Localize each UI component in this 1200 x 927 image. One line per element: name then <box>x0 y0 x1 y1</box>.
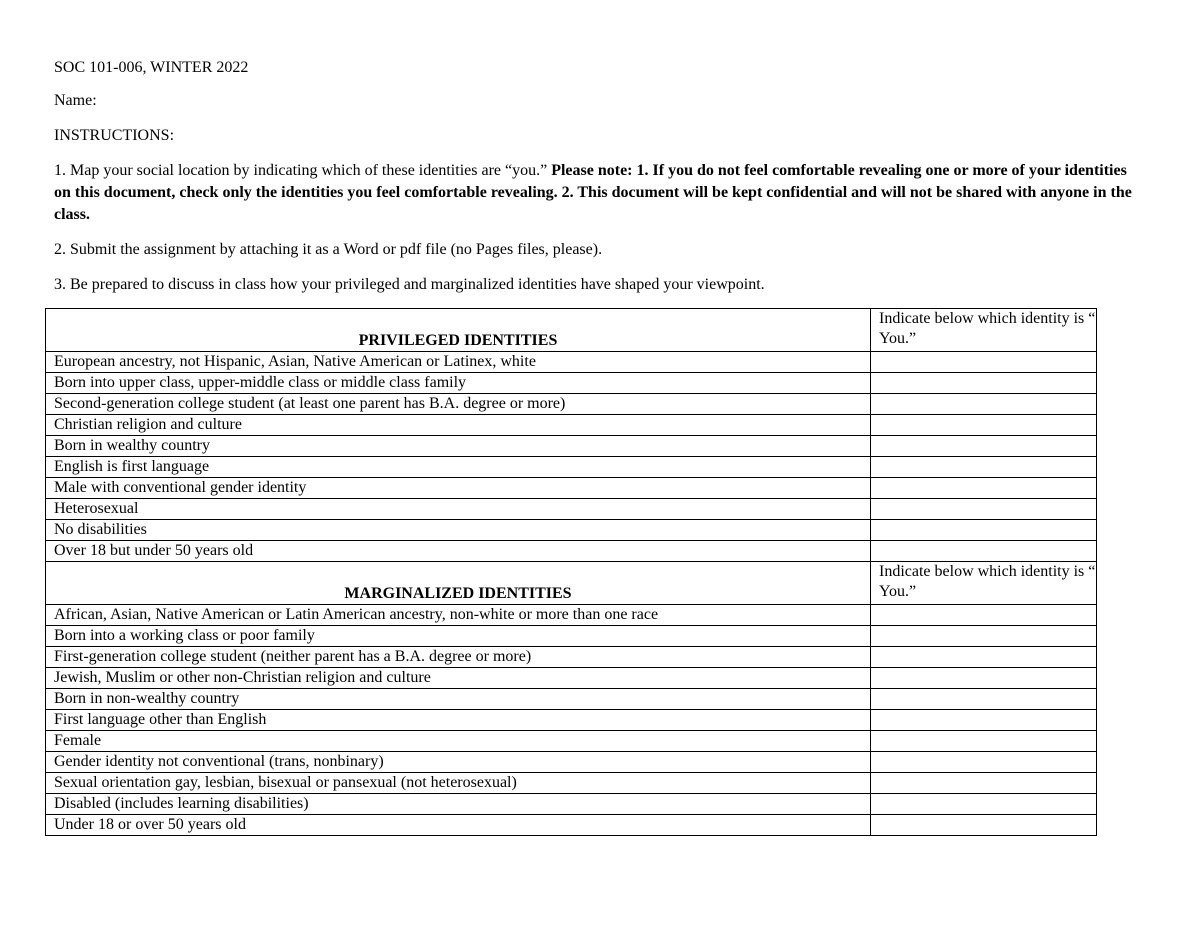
privileged-identity-label: Born in wealthy country <box>46 436 871 457</box>
privileged-you-check-cell[interactable] <box>871 457 1097 478</box>
privileged-identity-label: No disabilities <box>46 520 871 541</box>
privileged-indicate-heading: Indicate below which identity is “ You.” <box>871 309 1097 352</box>
table-row <box>46 773 1097 794</box>
privileged-identity-label: Born into upper class, upper-middle class or middle class family <box>46 373 871 394</box>
privileged-identity-label: Over 18 but under 50 years old <box>46 541 871 562</box>
privileged-you-check-cell[interactable] <box>871 499 1097 520</box>
marginalized-identity-label: Born in non-wealthy country <box>46 689 871 710</box>
privileged-you-check-cell[interactable] <box>871 373 1097 394</box>
privileged-identity-label: Male with conventional gender identity <box>46 478 871 499</box>
privileged-identity-label: Christian religion and culture <box>46 415 871 436</box>
privileged-you-check-cell[interactable] <box>871 478 1097 499</box>
table-row <box>46 626 1097 647</box>
table-row <box>46 457 1097 478</box>
course-title: SOC 101-006, WINTER 2022 <box>54 59 249 76</box>
table-row <box>46 373 1097 394</box>
marginalized-you-check-cell[interactable] <box>871 689 1097 710</box>
privileged-identity-label: Second-generation college student (at least one parent has B.A. degree or more) <box>46 394 871 415</box>
instruction-item-1-text: 1. Map your social location by indicating which of these identities are “you.” <box>54 162 552 179</box>
privileged-identity-label: Heterosexual <box>46 499 871 520</box>
privileged-you-check-cell[interactable] <box>871 352 1097 373</box>
identity-table-body <box>46 309 1097 836</box>
marginalized-you-check-cell[interactable] <box>871 731 1097 752</box>
table-row <box>46 752 1097 773</box>
table-row <box>46 520 1097 541</box>
table-row <box>46 499 1097 520</box>
table-row <box>46 815 1097 836</box>
name-label: Name: <box>54 92 97 109</box>
marginalized-you-check-cell[interactable] <box>871 773 1097 794</box>
marginalized-identity-label: First-generation college student (neither parent has a B.A. degree or more) <box>46 647 871 668</box>
instruction-item-2: 2. Submit the assignment by attaching it as a Word or pdf file (no Pages files, please). <box>54 241 603 258</box>
marginalized-identity-label: First language other than English <box>46 710 871 731</box>
marginalized-identity-label: Disabled (includes learning disabilities) <box>46 794 871 815</box>
privileged-you-check-cell[interactable] <box>871 436 1097 457</box>
table-row <box>46 394 1097 415</box>
marginalized-identity-label: Gender identity not conventional (trans, nonbinary) <box>46 752 871 773</box>
marginalized-you-check-cell[interactable] <box>871 815 1097 836</box>
marginalized-you-check-cell[interactable] <box>871 752 1097 773</box>
privileged-identity-label: English is first language <box>46 457 871 478</box>
marginalized-you-check-cell[interactable] <box>871 794 1097 815</box>
privileged-identity-label: European ancestry, not Hispanic, Asian, Native American or Latinex, white <box>46 352 871 373</box>
marginalized-you-check-cell[interactable] <box>871 647 1097 668</box>
marginalized-header-row <box>46 562 1097 605</box>
marginalized-indicate-heading: Indicate below which identity is “ You.” <box>871 562 1097 605</box>
table-row <box>46 647 1097 668</box>
table-row <box>46 605 1097 626</box>
identity-table <box>45 308 1097 836</box>
instruction-item-1 <box>54 160 1144 226</box>
instruction-item-1-note: Please note: 1. If you do not feel comfortable revealing one or more of your identities on this document, check only the identities you feel comfortable revealing. 2. This document will be kept confidential and will not be shared with anyone in the class. <box>54 162 1132 223</box>
marginalized-you-check-cell[interactable] <box>871 605 1097 626</box>
table-row <box>46 415 1097 436</box>
table-row <box>46 478 1097 499</box>
privileged-you-check-cell[interactable] <box>871 415 1097 436</box>
instruction-item-3: 3. Be prepared to discuss in class how your privileged and marginalized identities have shaped your viewpoint. <box>54 276 765 293</box>
privileged-you-check-cell[interactable] <box>871 394 1097 415</box>
privileged-heading: PRIVILEGED IDENTITIES <box>46 309 871 352</box>
table-row <box>46 436 1097 457</box>
privileged-header-row <box>46 309 1097 352</box>
marginalized-identity-label: Under 18 or over 50 years old <box>46 815 871 836</box>
instructions-heading: INSTRUCTIONS: <box>54 127 175 144</box>
privileged-you-check-cell[interactable] <box>871 541 1097 562</box>
table-row <box>46 710 1097 731</box>
table-row <box>46 794 1097 815</box>
marginalized-heading: MARGINALIZED IDENTITIES <box>46 562 871 605</box>
marginalized-identity-label: African, Asian, Native American or Latin American ancestry, non-white or more than one race <box>46 605 871 626</box>
table-row <box>46 689 1097 710</box>
marginalized-identity-label: Born into a working class or poor family <box>46 626 871 647</box>
table-row <box>46 352 1097 373</box>
privileged-you-check-cell[interactable] <box>871 520 1097 541</box>
marginalized-you-check-cell[interactable] <box>871 626 1097 647</box>
table-row <box>46 668 1097 689</box>
table-row <box>46 731 1097 752</box>
marginalized-you-check-cell[interactable] <box>871 668 1097 689</box>
marginalized-identity-label: Jewish, Muslim or other non-Christian religion and culture <box>46 668 871 689</box>
marginalized-identity-label: Female <box>46 731 871 752</box>
table-row <box>46 541 1097 562</box>
marginalized-you-check-cell[interactable] <box>871 710 1097 731</box>
marginalized-identity-label: Sexual orientation gay, lesbian, bisexual or pansexual (not heterosexual) <box>46 773 871 794</box>
